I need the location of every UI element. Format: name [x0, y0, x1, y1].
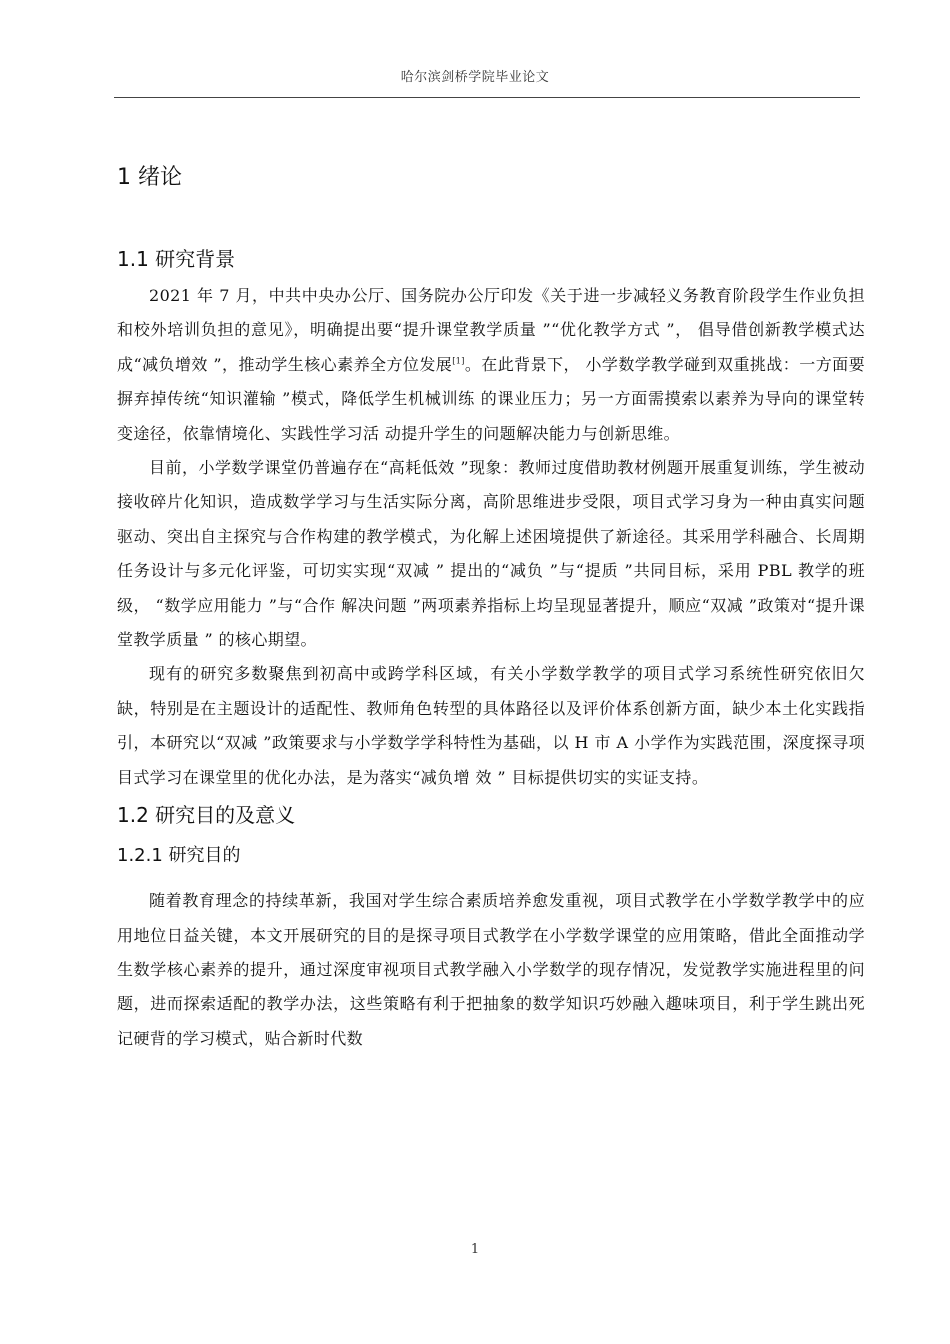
paragraph-background-1 [117, 279, 865, 451]
paragraph-background-3: 现有的研究多数聚焦到初高中或跨学科区域，有关小学数学教学的项目式学习系统性研究依旧欠缺，特别是在主题设计的适配性、教师角色转型的具体路径以及评价体系创新方面，缺少本土化实践指引，本研究以“双减 ”政策要求与小学数学学科特性为基础，以 H 市 A 小学作为实践范围，深度探寻项目式学习在课堂里的优化办法，是为落实“减负增 效 ” 目标提供切实的实证支持。 [117, 664, 865, 787]
page-body [117, 158, 865, 1056]
section-title-1-2: 1.2 研究目的及意义 [117, 803, 296, 828]
paragraph-text-tail: 。在此背景下， 小学数学教学碰到双重挑战：一方面要摒弃掉传统“知识灌输 ”模式，降低学生机械训练 的课业压力；另一方面需摸索以素养为导向的课堂转变途径，依靠情境化、实践性学习活 动提升学生的问题解决能力与创新思维。 [117, 354, 865, 443]
page-number: 1 [470, 1242, 480, 1257]
paragraph-text: 2021 年 7 月，中共中央办公厅、国务院办公厅印发《关于进一步减轻义务教育阶段学生作业负担和校外培训负担的意见》，明确提出要“提升课堂教学质量 ”“优化教学方式 ”， 倡导借创新教学模式达成“减负增效 ”，推动学生核心素养全方位发展 [117, 286, 865, 374]
spacer [117, 872, 865, 884]
header-divider [114, 97, 860, 98]
citation-marker: [1] [452, 356, 465, 366]
section-title-1-1: 1.1 研究背景 [117, 247, 236, 271]
chapter-title: 1 绪论 [117, 165, 182, 190]
spacer [117, 832, 865, 840]
spacer [117, 198, 865, 242]
running-header: 哈尔滨剑桥学院毕业论文 [400, 70, 550, 85]
subsection-title-1-2-1: 1.2.1 研究目的 [117, 845, 241, 867]
paragraph-background-2: 目前，小学数学课堂仍普遍存在“高耗低效 ”现象：教师过度借助教材例题开展重复训练，学生被动接收碎片化知识，造成数学学习与生活实际分离，高阶思维进步受限，项目式学习身为一种由真实问题驱动、突出自主探究与合作构建的教学模式，为化解上述困境提供了新途径。其采用学科融合、长周期任务设计与多元化评鉴，可切实实现“双减 ” 提出的“减负 ”与“提质 ”共同目标，采用 PBL 教学的班级， “数学应用能力 ”与“合作 解决问题 ”两项素养指标上均呈现显著提升，顺应“双减 ”政策对“提升课堂教学质量 ” 的核心期望。 [117, 458, 865, 650]
paragraph-purpose-1: 随着教育理念的持续革新，我国对学生综合素质培养愈发重视，项目式教学在小学数学教学中的应用地位日益关键，本文开展研究的目的是探寻项目式教学在小学数学课堂的应用策略，借此全面推动学生数学核心素养的提升，通过深度审视项目式教学融入小学数学的现存情况，发觉教学实施进程里的问题，进而探索适配的教学办法，这些策略有利于把抽象的数学知识巧妙融入趣味项目，利于学生跳出死记硬背的学习模式，贴合新时代数 [117, 891, 865, 1048]
